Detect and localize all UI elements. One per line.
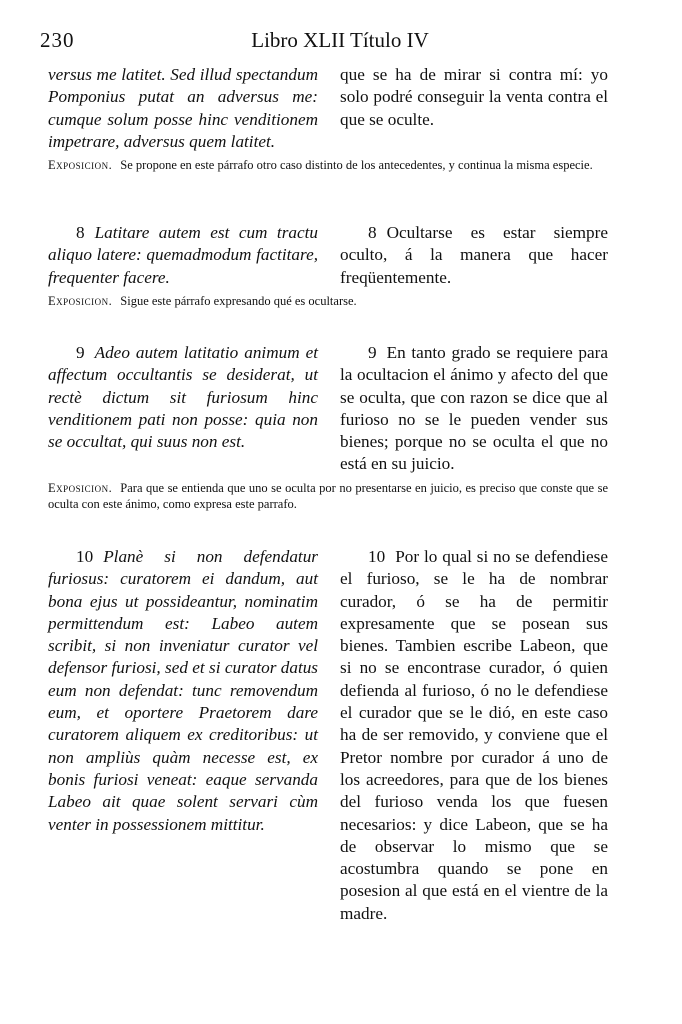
spanish-paragraph bbox=[340, 546, 608, 925]
latin-text: Adeo autem latitatio animum et affectum occultantis se desiderat, ut rectè dictum sit furiosum hinc venditionem pati non posse: quia non se occultat, qui suus non est. bbox=[48, 343, 318, 452]
spanish-text: En tanto grado se requiere para la ocultacion el ánimo y afecto del que se oculta, que con razon se dice que al furioso no se le pueden vender sus bienes; porque no se oculta el que no está en su juicio. bbox=[340, 343, 608, 474]
exposition-text: Sigue este párrafo expresando qué es ocultarse. bbox=[120, 293, 357, 308]
running-title: Libro XLII Título IV bbox=[251, 28, 429, 52]
spanish-paragraph bbox=[340, 342, 608, 476]
spanish-paragraph bbox=[340, 222, 608, 289]
section-10 bbox=[48, 546, 608, 925]
paragraph-number: 8 bbox=[76, 223, 85, 242]
page-header bbox=[40, 28, 640, 56]
section-8 bbox=[48, 222, 608, 309]
paragraph-number: 9 bbox=[368, 343, 377, 362]
exposition-label: Exposicion. bbox=[48, 480, 113, 495]
latin-text: Planè si non defendatur furiosus: curatorem ei dandum, aut bona ejus ut possideantur, nominatim permittendum est: Labeo autem scribit, si non inveniatur curator vel defensor furiosi, sed et si curator datus eum non defendat: tunc removendum eum, et oportere Praetorem dare curatorem aliquem ex creditoribus: ut non ampliùs quàm necesse est, ex bonis furiosi veneat: eaque servanda Labeo ait quae solent servari cùm venter in possessionem mittitur. bbox=[48, 547, 318, 834]
spanish-text: que se ha de mirar si contra mí: yo solo podré conseguir la venta contra el que se oculte. bbox=[340, 65, 608, 129]
paragraph-number: 9 bbox=[76, 343, 85, 362]
exposition bbox=[48, 480, 608, 512]
exposition bbox=[48, 293, 608, 309]
latin-paragraph bbox=[48, 342, 318, 476]
paragraph-number: 10 bbox=[368, 547, 386, 566]
exposition-text: Para que se entienda que uno se oculta por no presentarse en juicio, es preciso que conste que se oculta con este ánimo, como expresa este parrafo. bbox=[48, 480, 608, 511]
spanish-text: Por lo qual si no se defendiese el furioso, se le ha de nombrar curador, ó se ha de permitir expresamente que se posean sus bienes. Tambien escribe Labeon, que si no se encontrase curador, ó quien defienda al furioso, ó no le defendiese el curador que se le dió, en este caso ha de ser removido, y conviene que el Pretor nombre por curador á uno de los acreedores, para que de los bienes del furioso venda los que fuesen necesarios: y dice Labeon, que se ha de observar lo mismo que se acostumbra quando se pone en posesion al que está en el vientre de la madre. bbox=[340, 547, 608, 923]
exposition bbox=[48, 157, 608, 173]
exposition-label: Exposicion. bbox=[48, 158, 113, 173]
paragraph-number: 8 bbox=[368, 223, 377, 242]
exposition-label: Exposicion. bbox=[48, 293, 113, 308]
paragraph-number: 10 bbox=[76, 547, 94, 566]
exposition-text: Se propone en este párrafo otro caso distinto de los antecedentes, y continua la misma especie. bbox=[120, 158, 593, 173]
section-9 bbox=[48, 342, 608, 512]
latin-paragraph bbox=[48, 546, 318, 925]
latin-text: Latitare autem est cum tractu aliquo latere: quemadmodum factitare, frequenter facere. bbox=[48, 223, 318, 287]
section-continuation bbox=[48, 64, 608, 173]
spanish-text: Ocultarse es estar siempre oculto, á la manera que hacer freqüentemente. bbox=[340, 223, 608, 287]
latin-text: versus me latitet. Sed illud spectandum Pomponius putat an adversus me: cumque solum posse hinc venditionem impetrare, adversus quem latitet. bbox=[48, 65, 318, 151]
latin-paragraph bbox=[48, 222, 318, 289]
page-number: 230 bbox=[40, 28, 75, 52]
